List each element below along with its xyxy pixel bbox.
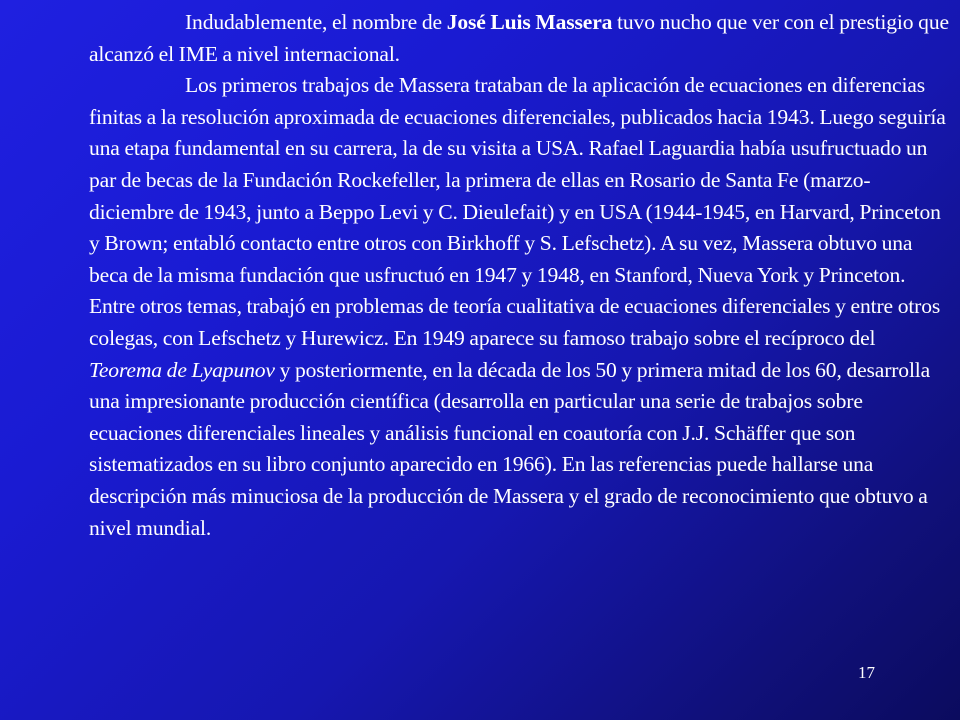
paragraph-2-intro: Los primeros trabajos de Massera trataban de la aplicación de ecuaciones en diferencias finitas a la resolución aproximada de ecuaciones diferenciales, publicados hacia 1943. Luego seguiría una etapa fundamental en su carrera, la de su visita a USA. Rafael Laguardia había usufructuado un par de becas de la Fundación Rockefeller, la primera de ellas en Rosario de Santa Fe (marzo-diciembre de 1943, junto a Beppo Levi y C. Dieulefait) y en USA (1944-1945, en Harvard, Princeton y Brown; entabló contacto entre otros con Birkhoff y S. Lefschetz). A su vez, Massera obtuvo una beca de la misma fundación que usfructuó en 1947 y 1948, en Stanford, Nueva York y Princeton. Entre otros temas, trabajó en problemas de teoría cualitativa de ecuaciones diferenciales y entre otros colegas, con Lefschetz y Hurewicz. En 1949 aparece su famoso trabajo sobre el recíproco del bbox=[89, 73, 946, 350]
paragraph-1 bbox=[89, 7, 949, 70]
paragraph-2-rest: y posteriormente, en la década de los 50 y primera mitad de los 60, desarrolla una impresionante producción científica (desarrolla en particular una serie de trabajos sobre ecuaciones diferenciales lineales y análisis funcional en coautoría con J.J. Schäffer que son sistematizados en su libro conjunto aparecido en 1966). En las referencias puede hallarse una descripción más minuciosa de la producción de Massera y el grado de reconocimiento que obtuvo a nivel mundial. bbox=[89, 357, 931, 540]
theorem-title: Teorema de Lyapunov bbox=[89, 357, 275, 382]
paragraph-1-rest: tuvo nucho que ver con el prestigio que alcanzó el IME a nivel internacional. bbox=[89, 10, 949, 66]
paragraph-2 bbox=[89, 70, 949, 544]
massera-name: José Luis Massera bbox=[446, 10, 613, 34]
paragraph-1-intro: Indudablemente, el nombre de bbox=[185, 10, 447, 34]
body-text bbox=[89, 7, 949, 544]
page-number: 17 bbox=[858, 663, 875, 682]
